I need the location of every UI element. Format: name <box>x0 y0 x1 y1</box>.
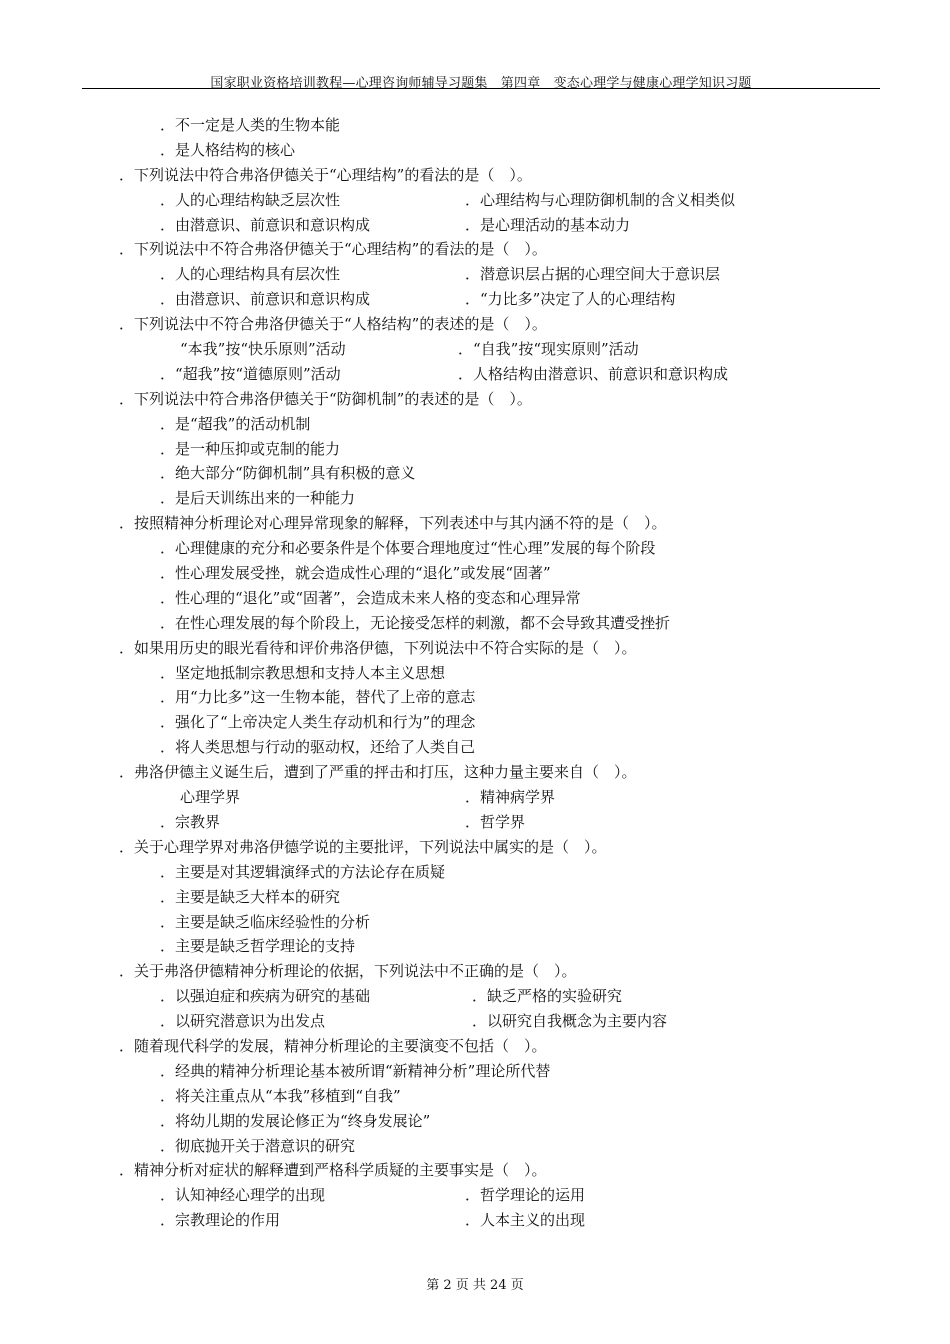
answer-option: ．心理健康的充分和必要条件是个体要合理地度过“性心理”发展的每个阶段 <box>160 539 656 558</box>
answer-option-row <box>0 337 950 362</box>
answer-option-row <box>0 1009 950 1034</box>
answer-option: ．人本主义的出现 <box>465 1211 586 1230</box>
question-stem: ．下列说法中符合弗洛伊德关于“防御机制”的表述的是（ ）。 <box>119 389 532 408</box>
answer-option: ．人的心理结构具有层次性 <box>160 265 341 284</box>
question-stem: ．关于弗洛伊德精神分析理论的依据，下列说法中不正确的是（ ）。 <box>119 962 577 981</box>
answer-option-row <box>0 188 950 213</box>
answer-option: ．由潜意识、前意识和意识构成 <box>160 290 371 309</box>
page-header: 国家职业资格培训教程—心理咨询师辅导习题集 第四章 变态心理学与健康心理学知识习题 <box>210 76 752 91</box>
answer-option: ．用“力比多”这一生物本能，替代了上帝的意志 <box>160 688 476 707</box>
question-stem: ．随着现代科学的发展，精神分析理论的主要演变不包括（ ）。 <box>119 1036 547 1055</box>
answer-option: ．不一定是人类的生物本能 <box>160 116 341 134</box>
answer-option-row <box>0 287 950 312</box>
question-list <box>0 113 950 1233</box>
answer-option-row <box>0 984 950 1009</box>
answer-option: ．以强迫症和疾病为研究的基础 <box>160 987 371 1006</box>
answer-option: ．主要是对其逻辑演绎式的方法论存在质疑 <box>160 862 446 881</box>
answer-option-row <box>0 362 950 387</box>
header-rule <box>82 88 880 89</box>
answer-option-row <box>0 213 950 238</box>
answer-option: ．心理结构与心理防御机制的含义相类似 <box>465 190 736 209</box>
answer-option: ．由潜意识、前意识和意识构成 <box>160 215 371 234</box>
question-stem: ．按照精神分析理论对心理异常现象的解释，下列表述中与其内涵不符的是（ ）。 <box>119 514 667 533</box>
answer-option: ．哲学理论的运用 <box>465 1186 586 1205</box>
question-stem: ．精神分析对症状的解释遭到严格科学质疑的主要事实是（ ）。 <box>119 1161 547 1180</box>
answer-option: ．主要是缺乏哲学理论的支持 <box>160 937 356 956</box>
answer-option: ．是后天训练出来的一种能力 <box>160 489 356 508</box>
answer-option: ．在性心理发展的每个阶段上，无论接受怎样的刺激，都不会导致其遭受挫折 <box>160 613 671 632</box>
answer-option: ．宗教界 <box>160 812 221 831</box>
answer-option: ．是人格结构的核心 <box>160 140 296 159</box>
answer-option: ．彻底抛开关于潜意识的研究 <box>160 1136 356 1155</box>
answer-option: ．缺乏严格的实验研究 <box>472 987 623 1006</box>
answer-option: ．经典的精神分析理论基本被所谓“新精神分析”理论所代替 <box>160 1061 551 1080</box>
answer-option: ．是一种压抑或克制的能力 <box>160 439 341 458</box>
answer-option: ．精神病学界 <box>465 788 556 807</box>
question-stem: ．弗洛伊德主义诞生后，遭到了严重的抨击和打压，这种力量主要来自（ ）。 <box>119 763 637 782</box>
answer-option: ．是“超我”的活动机制 <box>160 414 311 433</box>
answer-option-row <box>0 810 950 835</box>
answer-option: ．以研究自我概念为主要内容 <box>472 1012 668 1031</box>
answer-option: ．“力比多”决定了人的心理结构 <box>465 290 676 309</box>
answer-option: ．将人类思想与行动的驱动权，还给了人类自己 <box>160 738 476 757</box>
answer-option: ．是心理活动的基本动力 <box>465 215 631 234</box>
answer-option: ．性心理发展受挫，就会造成性心理的“退化”或发展“固著” <box>160 564 551 583</box>
answer-option: ．人格结构由潜意识、前意识和意识构成 <box>458 364 729 383</box>
answer-option: ．主要是缺乏临床经验性的分析 <box>160 912 371 931</box>
answer-option-row <box>0 785 950 810</box>
answer-option: ．潜意识层占据的心理空间大于意识层 <box>465 265 721 284</box>
answer-option: ．以研究潜意识为出发点 <box>160 1012 326 1031</box>
answer-option-row <box>0 1208 950 1233</box>
answer-option: ．主要是缺乏大样本的研究 <box>160 887 341 906</box>
answer-option: ．性心理的“退化”或“固著”，会造成未来人格的变态和心理异常 <box>160 588 581 607</box>
answer-option: ．将幼儿期的发展论修正为“终身发展论” <box>160 1111 431 1130</box>
answer-option: ．坚定地抵制宗教思想和支持人本主义思想 <box>160 663 446 682</box>
question-stem: ．下列说法中不符合弗洛伊德关于“心理结构”的看法的是（ ）。 <box>119 240 547 259</box>
question-stem: ．关于心理学界对弗洛伊德学说的主要批评，下列说法中属实的是（ ）。 <box>119 837 607 856</box>
question-stem: ．下列说法中不符合弗洛伊德关于“人格结构”的表述的是（ ）。 <box>119 315 547 334</box>
answer-option: ．绝大部分“防御机制”具有积极的意义 <box>160 464 416 483</box>
answer-option: ．“自我”按“现实原则”活动 <box>458 340 639 359</box>
answer-option-row <box>0 1183 950 1208</box>
answer-option: ．人的心理结构缺乏层次性 <box>160 190 341 209</box>
answer-option: ．将关注重点从“本我”移植到“自我” <box>160 1086 401 1105</box>
answer-option: “本我”按“快乐原则”活动 <box>180 340 346 359</box>
answer-option-row <box>0 262 950 287</box>
answer-option: 心理学界 <box>180 788 241 807</box>
answer-option: ．哲学界 <box>465 812 526 831</box>
question-stem: ．如果用历史的眼光看待和评价弗洛伊德，下列说法中不符合实际的是（ ）。 <box>119 638 637 657</box>
answer-option: ．认知神经心理学的出现 <box>160 1186 326 1205</box>
page-footer: 第 2 页 共 24 页 <box>426 1278 524 1293</box>
question-stem: ．下列说法中符合弗洛伊德关于“心理结构”的看法的是（ ）。 <box>119 165 532 184</box>
answer-option: ．宗教理论的作用 <box>160 1211 281 1230</box>
answer-option: ．强化了“上帝决定人类生存动机和行为”的理念 <box>160 713 476 732</box>
answer-option: ．“超我”按“道德原则”活动 <box>160 364 341 383</box>
